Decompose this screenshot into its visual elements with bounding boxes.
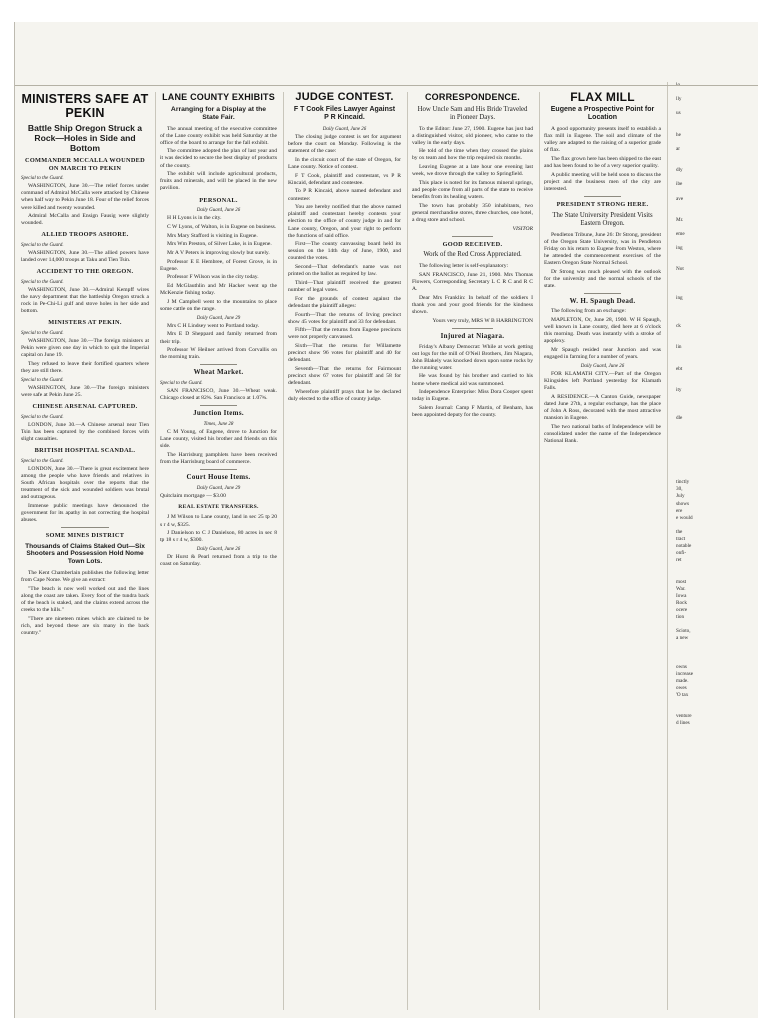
court-item: J M Wilson to Lane county, land in sec 25 tp 20 s r 4 w, $325. <box>160 514 277 528</box>
cropped-line <box>676 330 755 337</box>
subhead-real-estate: REAL ESTATE TRANSFERS. <box>178 503 259 510</box>
cropped-line <box>676 451 755 458</box>
cropped-line: e would <box>676 514 693 521</box>
article-paragraph: To the Editor: June 27, 1900. Eugene has just had a distinguished visitor, old pioneer, who came to the valley in the early days. <box>412 125 533 146</box>
article-paragraph: LONDON, June 30.—There is great excitement here among the people who have friends and relatives in South African hospitals over the reports that the treatment of the sick and wounded soldiers was brutal and outrageous. <box>21 465 149 501</box>
cropped-line: lly <box>676 96 682 103</box>
cropped-line <box>676 153 755 160</box>
cropped-line: ebt <box>676 365 683 372</box>
column-6-cropped <box>667 82 755 1010</box>
subhead-injured-niagara: Injured at Niagara. <box>440 331 505 340</box>
article-paragraph: FOR KLAMATH CITY.—Part of the Oregon Klingsides left Portland yesterday for Klamath Falls. <box>544 371 661 392</box>
cropped-line <box>676 437 755 444</box>
article-paragraph: A RESIDENCE.—A Canton Guide, newspaper dated June 27th, a regular exchange, has the place of John A Ross, decorated with the most attractive mansion in Eugene. <box>544 393 661 422</box>
dateline: Special to the Guard. <box>21 279 64 285</box>
cropped-line <box>676 103 755 110</box>
cropped-line: made. <box>676 677 689 684</box>
deck-state-university: The State University President Visits Eastern Oregon. <box>552 211 653 227</box>
cropped-line <box>676 564 755 571</box>
deck-cook-files: F T Cook Files Lawyer Against P R Kincaid. <box>293 105 396 121</box>
article-paragraph: C M Young, of Eugene, drove to Junction for Lane county, visited his brother and friends on this side. <box>160 429 277 450</box>
article-paragraph: Independence Enterprise: Miss Dora Cooper spent today in Eugene. <box>412 389 533 403</box>
article-paragraph: Third—That plaintiff received the greatest number of legal votes. <box>288 279 401 294</box>
subhead-personal: PERSONAL. <box>199 196 238 204</box>
cropped-line: Iowa <box>676 592 687 599</box>
cropped-line <box>676 444 755 451</box>
article-paragraph: Second—That defendant's name was not printed on the ballot as required by law. <box>288 264 401 278</box>
cropped-line <box>676 174 755 181</box>
article-paragraph: The Harrisburg pamphlets have been received from the Harrisburg board of commerce. <box>160 451 277 465</box>
cropped-line: tract <box>676 536 686 542</box>
article-paragraph: MAPLETON, Or, June 28, 1900. W H Spaugh, well known in Lane county, died here at 6 o'clock this morning. Death was instantly with a stroke of apoplexy. <box>544 317 661 345</box>
cropped-line: tinctly <box>676 479 690 486</box>
cropped-line: 30, <box>676 486 683 493</box>
cropped-line: ere <box>676 507 683 514</box>
cropped-line <box>676 728 755 735</box>
article-paragraph: Leaving Eugene at a late hour one evening last week, we drove through the valley to Springfield. <box>412 164 533 178</box>
deck-uncle-sam: How Uncle Sam and His Bride Traveled in Pioneer Days. <box>417 105 528 121</box>
subhead-mccalla-wounded: COMMANDER MCCALLA WOUNDED ON MARCH TO PEKIN <box>24 157 146 172</box>
cropped-line: dle <box>676 415 683 422</box>
deck-red-cross: Work of the Red Cross Appreciated. <box>423 251 522 259</box>
column-rule <box>452 328 493 329</box>
cropped-line <box>676 522 755 529</box>
article-paragraph: The following letter is self-explanatory: <box>419 263 509 270</box>
article-paragraph: Dr Strong was much pleased with the outlook for the university and the normal schools of the state. <box>544 268 661 289</box>
headline-correspondence: CORRESPONDENCE. <box>424 92 520 102</box>
column-rule <box>584 293 621 294</box>
cropped-line: Scioto, <box>676 628 691 635</box>
dateline: Special to the Guard. <box>21 414 64 420</box>
article-paragraph: The flax grown here has been shipped to the east and has been found to be of a very superior quality. <box>544 155 661 169</box>
cropped-line <box>676 281 755 288</box>
article-paragraph: WASHINGTON, June 30.—The relief forces under command of Admiral McCalla were attacked by Chinese when half way to Pekin June 18. Four of the relief forces were killed and twenty wounded. <box>21 183 149 211</box>
article-paragraph: The town has probably 350 inhabitants, two general merchandise stores, three churches, one hotel, a drug store and school. <box>412 202 533 223</box>
cropped-line: he <box>676 131 681 138</box>
personal-item: J M Campbell went to the mountains to place some cattle on the range. <box>160 298 277 312</box>
subhead-hospital-scandal: BRITISH HOSPITAL SCANDAL. <box>34 446 136 454</box>
column-4 <box>407 92 533 1010</box>
cropped-line: ret <box>676 557 682 564</box>
signoff: Yours very truly, MRS W B HARRINGTON <box>432 317 533 324</box>
article-paragraph: Immense public meetings have denounced the government for its apathy in not correcting the hospital abuses. <box>21 502 149 523</box>
cropped-line: the <box>676 528 683 535</box>
article-paragraph: Sixth—That the returns for Willamette precinct show 96 votes for plaintiff and 40 for defendant. <box>288 343 401 364</box>
cropped-line <box>676 188 755 195</box>
cropped-line: ocere <box>676 606 688 613</box>
cropped-line: ity <box>676 387 682 394</box>
dateline: Special to the Guard. <box>160 381 203 387</box>
column-rule <box>452 236 493 237</box>
cropped-line <box>676 160 755 167</box>
cropped-line <box>676 408 755 415</box>
subhead-president-strong: PRESIDENT STRONG HERE. <box>556 200 649 208</box>
article-paragraph: SAN FRANCISCO, June 21, 1900. Mrs Thomas Flowers, Corresponding Secretary L C R C and R C A. <box>412 272 533 293</box>
article-paragraph: The Kent Chamberlain publishes the following letter from Cape Nome. We give an extract: <box>21 569 149 584</box>
cropped-line <box>676 252 755 259</box>
cropped-line <box>676 706 755 713</box>
article-paragraph: A good opportunity presents itself to establish a flax mill in Eugene. The soil and climate of the valley are adapted to the raising of a superior grade of flax. <box>544 125 661 154</box>
personal-item: H H Lyons is in the city. <box>167 215 222 222</box>
cropped-line: eme <box>676 230 685 237</box>
article-paragraph: They refused to leave their fortified quarters where they are still there. <box>21 360 149 375</box>
subhead-accident-oregon: ACCIDENT TO THE OREGON. <box>36 268 134 276</box>
article-paragraph: This place is noted for its famous mineral springs, and people come from all parts of the state to receive benefits from its healing waters. <box>412 179 533 201</box>
personal-item: Mrs C H Lindsey went to Portland today. <box>167 322 260 329</box>
cropped-line: War. <box>676 585 686 592</box>
cropped-line <box>676 430 755 437</box>
cropped-line: d lines <box>676 720 690 727</box>
article-paragraph: Fifth—That the returns from Eugene precincts were not properly canvassed. <box>288 327 401 341</box>
article-paragraph: "The beach is now well worked out and the lines along the coast are taken. Every foot of the tundra back of the beach is staked, and the claims extend across the creeks to the hills." <box>21 585 149 614</box>
cropped-line <box>676 380 755 387</box>
cropped-line: Not <box>676 266 684 273</box>
dateline: Special to the Guard. <box>21 176 64 182</box>
cropped-line <box>676 571 755 578</box>
personal-item: Professor W Heilner arrived from Corvallis on the morning train. <box>160 347 277 361</box>
cropped-line <box>676 89 755 96</box>
article-paragraph: WASHINGTON, June 30.—The foreign ministers were safe at Pekin June 25. <box>21 384 149 398</box>
cropped-line: owes <box>676 684 687 691</box>
dateline: Daily Guard, June 26 <box>196 208 241 214</box>
newspaper-page <box>14 22 758 1018</box>
article-paragraph: WASHINGTON, June 30.—Admiral Kempff wires the navy department that the battleship Oregon struck a rock in Pe-Chi-Li gulf and stove holes in her side and bottom. <box>21 287 149 315</box>
subhead-nome-district: SOME MINES DISTRICT <box>45 532 125 539</box>
dateline: Daily Guard, June 26 <box>196 547 241 552</box>
cropped-line: dly <box>676 167 683 174</box>
article-paragraph: Mr Spaugh resided near Junction and was engaged in farming for a number of years. <box>544 347 661 361</box>
cropped-line <box>676 458 755 465</box>
article-paragraph: First—The county canvassing board held its session on the 14th day of June, 1900, and counted the votes. <box>288 241 401 262</box>
cropped-line <box>676 472 755 479</box>
article-paragraph: WASHINGTON, June 30.—The allied powers have landed over 14,000 troops at Taku and Tien Tsin. <box>21 250 149 264</box>
cropped-line: increase <box>676 670 693 677</box>
cropped-line <box>676 139 755 146</box>
cropped-line <box>676 125 755 132</box>
cropped-line: ing <box>676 294 683 301</box>
cropped-line <box>676 238 755 245</box>
personal-item: C W Lyons, of Walton, is in Eugene on business. <box>167 223 277 230</box>
top-rule <box>15 22 758 86</box>
court-item: J Danielson to C J Danielson, 80 acres in sec 8 tp 18 s r 4 w, $300. <box>160 530 277 544</box>
personal-item: Mrs E D Sheppard and family returned from their trip. <box>160 331 277 345</box>
article-paragraph: In the circuit court of the state of Oregon, for Lane county. Notice of contest. <box>288 156 401 170</box>
column-5 <box>539 92 661 1010</box>
personal-item: Professor E E Hembree, of Forest Grove, is in Eugene. <box>160 258 277 272</box>
subhead-court-house: Court House Items. <box>186 473 251 482</box>
article-paragraph: Seventh—That the returns for Fairmount precinct show 67 votes for plaintiff and 58 for defendant. <box>288 365 401 387</box>
cropped-line <box>676 274 755 281</box>
cropped-line <box>676 359 755 366</box>
deck-oregon-struck: Battle Ship Oregon Struck a Rock—Holes in Side and Bottom <box>27 123 143 153</box>
deck-eugene-location: Eugene a Prospective Point for Location <box>550 105 655 121</box>
cropped-line <box>676 302 755 309</box>
article-paragraph: The two national baths of Independence will be consolidated under the name of the Independence National Bank. <box>544 423 661 445</box>
cropped-line <box>676 288 755 295</box>
article-paragraph: The committee adopted the plan of last year and it was decided to secure the best display of products of the county. <box>160 148 277 169</box>
deck-state-fair: Arranging for a Display at the State Fair. <box>170 105 267 121</box>
cropped-line: Rock <box>676 599 687 606</box>
article-paragraph: Dear Mrs Franklin: In behalf of the soldiers I thank you and your good friends for the kindness shown. <box>412 294 533 316</box>
cropped-line <box>676 423 755 430</box>
cropped-line <box>676 394 755 401</box>
subhead-spaugh-dead: W. H. Spaugh Dead. <box>569 296 636 305</box>
cropped-line: us <box>676 110 681 117</box>
personal-item: Ed McGlauthlin and Mr Hacker went up the McKenzie fishing today. <box>160 283 277 297</box>
article-paragraph: Pendleton Tribune, June 26: Dr Strong, president of the Oregon State University, was in Pendleton Friday on his return to Eugene from Weston, where he attended the commencement exercises of the Eastern Oregon State Normal School. <box>544 231 661 266</box>
cropped-line: tion <box>676 614 685 621</box>
cropped-line <box>676 337 755 344</box>
article-paragraph: To P R Kincaid, above named defendant and contestee: <box>288 188 401 202</box>
cropped-line: ck <box>676 323 681 330</box>
column-3 <box>283 92 401 1010</box>
dateline: Times, June 28 <box>203 421 234 427</box>
headline-ministers-safe: MINISTERS SAFE AT PEKIN <box>21 92 149 120</box>
column-rule <box>200 469 237 470</box>
dateline: Daily Guard, June 26 <box>580 363 625 369</box>
subhead-ministers-at-pekin: MINISTERS AT PEKIN. <box>48 319 122 327</box>
cropped-line <box>676 373 755 380</box>
cropped-line <box>676 699 755 706</box>
headline-lane-county: LANE COUNTY EXHIBITS <box>162 92 275 102</box>
article-paragraph: The annual meeting of the executive committee of the Lane county exhibit was held Saturday at the office of the board to arrange for the fall exhibit. <box>160 125 277 146</box>
cropped-line <box>676 316 755 323</box>
cropped-line <box>676 642 755 649</box>
article-paragraph: The following from an exchange: <box>551 308 626 315</box>
article-paragraph: F T Cook, plaintiff and contestant, vs P R Kincaid, defendant and contestee. <box>288 172 401 186</box>
court-item: Quitclaim mortgage — $3.00 <box>160 492 226 499</box>
cropped-line <box>676 259 755 266</box>
subhead-arsenal-captured: CHINESE ARSENAL CAPTURED. <box>32 403 138 410</box>
cropped-line: notable <box>676 543 692 550</box>
dateline: Special to the Guard. <box>21 458 64 464</box>
cropped-line <box>676 224 755 231</box>
personal-item: Professor F Wilson was in the city today. <box>167 274 259 281</box>
cropped-line: owns <box>676 663 687 670</box>
column-1 <box>21 92 149 1010</box>
cropped-line <box>676 621 755 628</box>
personal-item: Mr A V Peters is improving slowly but surely. <box>167 249 270 256</box>
headline-judge-contest: JUDGE CONTEST. <box>295 92 394 103</box>
article-paragraph: The exhibit will include agricultural products, fruits and minerals, and will be placed in the new pavilion. <box>160 171 277 192</box>
cropped-line <box>676 117 755 124</box>
court-item: Dr Hurst & Pearl returned from a trip to the coast on Saturday. <box>160 554 277 568</box>
cropped-line: ibe <box>676 181 683 188</box>
article-paragraph: "There are nineteen mines which are claimed to be rich, and beyond these are six many in the back country." <box>21 615 149 636</box>
cropped-line: ar <box>676 145 681 152</box>
cropped-line: July <box>676 493 685 500</box>
dateline: Special to the Guard. <box>21 377 64 383</box>
subhead-wheat-market: Wheat Market. <box>193 368 244 377</box>
article-paragraph: He told of the time when they crossed the plains by ox team and how the trip required six months. <box>412 148 533 162</box>
cropped-line <box>676 210 755 217</box>
cropped-line: most <box>676 578 687 585</box>
column-rule <box>584 196 621 197</box>
article-paragraph: SAN FRANCISCO, June 30.—Wheat weak. Chicago closed at 82¾. San Francisco at 1.07¾. <box>160 388 277 402</box>
cropped-line: onfi- <box>676 550 687 557</box>
cropped-line: lo <box>676 82 681 88</box>
article-paragraph: Salem Journal: Camp F Martin, of Benham, has been appointed deputy for the county. <box>412 405 533 419</box>
article-paragraph: Admiral McCalla and Ensign Fausig were slightly wounded. <box>21 213 149 227</box>
personal-item: Mrs Mary Stafford is visiting in Eugene. <box>167 232 258 239</box>
column-rule <box>61 527 109 528</box>
cropped-line <box>676 465 755 472</box>
dateline: Daily Guard, June 26 <box>322 126 367 132</box>
subhead-allied-troops: ALLIED TROOPS ASHORE. <box>41 231 129 239</box>
column-rule <box>200 364 237 365</box>
article-paragraph: WASHINGTON, June 30.—The foreign ministers at Pekin were given one day in which to quit the Imperial capital on June 19. <box>21 338 149 359</box>
cropped-line: ing <box>676 245 683 252</box>
article-paragraph: Friday's Albany Democrat: While at work getting out logs for the mill of O'Neil Brothers, Jim Niagara, John Blakely was knocked down upon some rocks by the running water. <box>412 343 533 371</box>
signoff: VISITOR <box>512 225 533 232</box>
article-paragraph: You are hereby notified that the above named plaintiff and contestant hereby contests your election to the office of county judge in and for Lane county, Oregon, and your right to perform the functions of said office. <box>288 204 401 239</box>
deck-nome-claims: Thousands of Claims Staked Out—Six Shooters and Possession Hold Nome Town Lots. <box>25 542 145 566</box>
cropped-line: ave <box>676 195 684 202</box>
page-frame <box>15 22 758 1018</box>
dateline: Special to the Guard. <box>21 243 64 249</box>
personal-item: Mrs Wm Preston, of Silver Lake, is in Eugene. <box>167 241 272 248</box>
headline-flax-mill: FLAX MILL <box>570 92 635 104</box>
cropped-line <box>676 657 755 664</box>
article-paragraph: He was found by his brother and carried to his home where medical aid was summoned. <box>412 373 533 387</box>
cropped-line <box>676 352 755 359</box>
cropped-line <box>676 401 755 408</box>
cropped-line <box>676 735 755 742</box>
article-paragraph: Wherefore plaintiff prays that he be declared duly elected to the office of county judge. <box>288 388 401 402</box>
cropped-line <box>676 650 755 657</box>
article-paragraph: A public meeting will be held soon to discuss the project and the business men of the city are interested. <box>544 171 661 192</box>
cropped-line: shows <box>676 500 689 507</box>
cropped-line: venture <box>676 713 692 720</box>
article-paragraph: Fourth—That the returns of Irving precinct show 45 votes for plaintiff and 33 for defendant. <box>288 311 401 325</box>
cropped-line <box>676 309 755 316</box>
subhead-junction-items: Junction Items. <box>193 409 244 418</box>
cropped-line: lin <box>676 344 682 351</box>
cropped-line: a new <box>676 635 689 642</box>
cropped-line: Mr. <box>676 216 684 223</box>
cropped-text-lines <box>676 82 755 742</box>
article-paragraph: LONDON, June 30.—A Chinese arsenal near Tien Tsin has been captured by the combined forces with slight casualties. <box>21 421 149 442</box>
dateline: Daily Guard, June 29 <box>196 485 241 491</box>
dateline: Special to the Guard. <box>21 330 64 336</box>
article-paragraph: The closing judge contest is set for argument before the court on Monday. Following is the statement of the case: <box>288 134 401 155</box>
cropped-line <box>676 203 755 210</box>
dateline: Daily Guard, June 29 <box>196 315 241 321</box>
subhead-good-received: GOOD RECEIVED. <box>442 240 503 248</box>
column-2 <box>155 92 277 1010</box>
column-rule <box>200 405 237 406</box>
cropped-line: 'O tax <box>676 692 689 699</box>
article-paragraph: For the grounds of contest against the defendant the plaintiff alleges: <box>288 295 401 309</box>
